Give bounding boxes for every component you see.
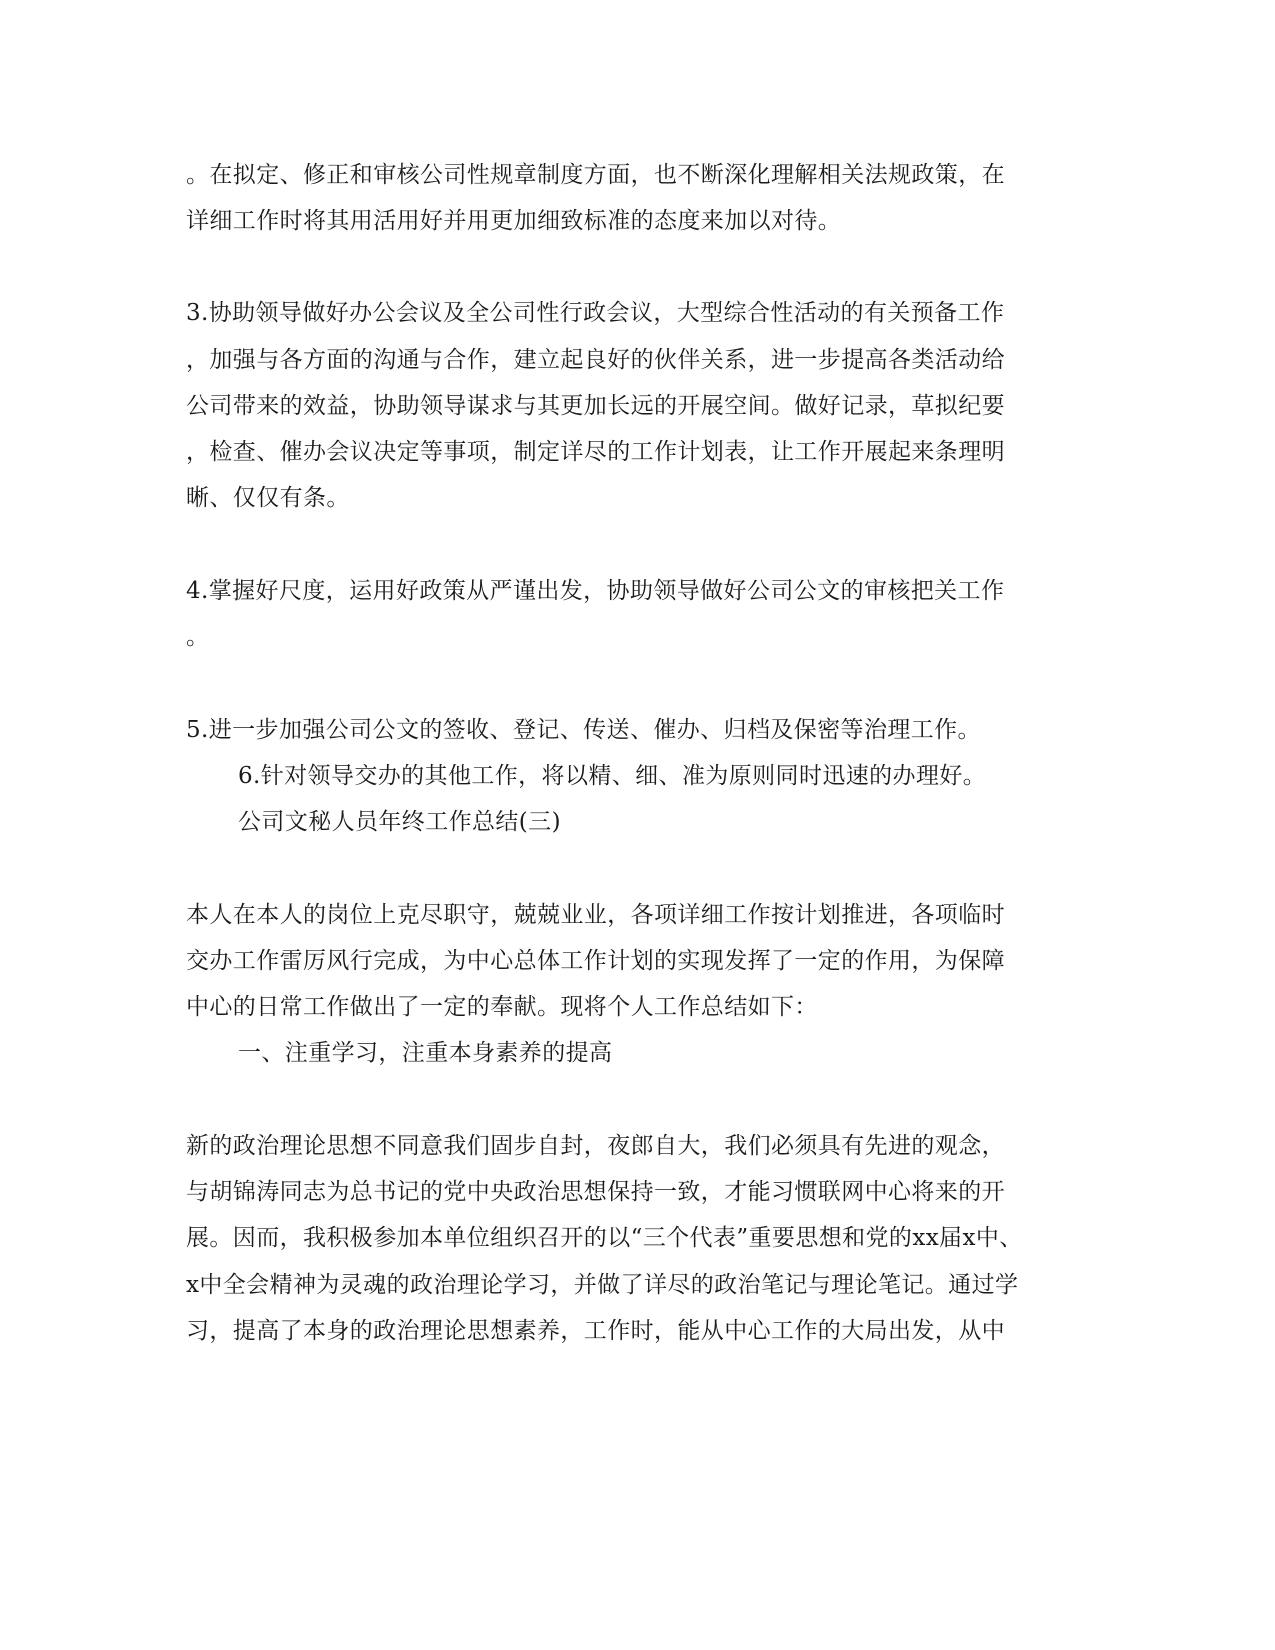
text-line: ，检查、催办会议决定等事项，制定详尽的工作计划表，让工作开展起来条理明 — [186, 439, 1005, 465]
text-line: 新的政治理论思想不同意我们固步自封，夜郎自大，我们必须具有先进的观念， — [186, 1133, 1005, 1159]
text-line: ，加强与各方面的沟通与合作，建立起良好的伙伴关系，进一步提高各类活动给 — [186, 347, 1005, 373]
text-line: 详细工作时将其用活用好并用更加细致标准的态度来加以对待。 — [186, 208, 842, 234]
text-line: 中心的日常工作做出了一定的奉献。现将个人工作总结如下： — [186, 994, 818, 1020]
text-line: 。在拟定、修正和审核公司性规章制度方面，也不断深化理解相关法规政策，在 — [186, 162, 1005, 188]
text-line: 展。因而，我积极参加本单位组织召开的以“三个代表”重要思想和党的xx届x中、 — [186, 1225, 1023, 1251]
text-line: 与胡锦涛同志为总书记的党中央政治思想保持一致，才能习惯联网中心将来的开 — [186, 1179, 1005, 1205]
text-line: 交办工作雷厉风行完成，为中心总体工作计划的实现发挥了一定的作用，为保障 — [186, 948, 1005, 974]
text-line: x中全会精神为灵魂的政治理论学习，并做了详尽的政治笔记与理论笔记。通过学 — [186, 1272, 1019, 1298]
section-heading: 一、注重学习，注重本身素养的提高 — [238, 1040, 613, 1066]
text-line: 本人在本人的岗位上克尽职守，兢兢业业，各项详细工作按计划推进，各项临时 — [186, 902, 1005, 928]
list-item-5: 5.进一步加强公司公文的签收、登记、传送、催办、归档及保密等治理工作。 — [186, 717, 981, 743]
text-line: 公司带来的效益，协助领导谋求与其更加长远的开展空间。做好记录，草拟纪要 — [186, 393, 1005, 419]
section-title: 公司文秘人员年终工作总结(三) — [238, 809, 561, 835]
text-line: 。 — [186, 624, 210, 650]
text-line: 晰、仅仅有条。 — [186, 485, 350, 511]
list-item-6: 6.针对领导交办的其他工作，将以精、细、准为原则同时迅速的办理好。 — [238, 763, 987, 789]
text-line: 习，提高了本身的政治理论思想素养，工作时，能从中心工作的大局出发，从中 — [186, 1318, 1005, 1344]
list-item-3: 3.协助领导做好办公会议及全公司性行政会议，大型综合性活动的有关预备工作 — [186, 300, 1005, 326]
list-item-4: 4.掌握好尺度，运用好政策从严谨出发，协助领导做好公司公文的审核把关工作 — [186, 578, 1005, 604]
